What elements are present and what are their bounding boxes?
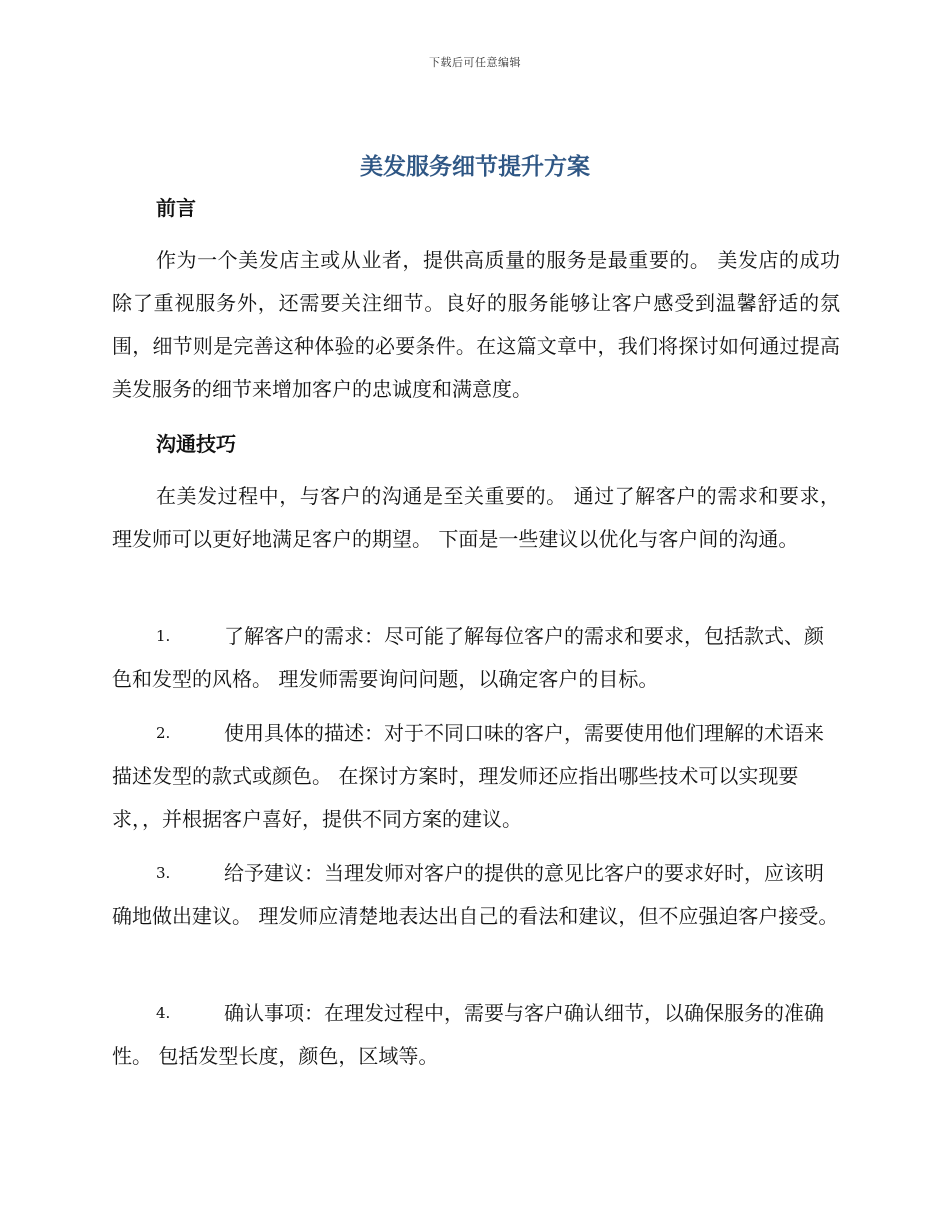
list-number: 1. xyxy=(156,627,171,645)
section-heading-preface: 前言 xyxy=(156,196,196,220)
list-item-4 xyxy=(112,992,840,1078)
list-item-text: 确认事项：在理发过程中，需要与客户确认细节，以确保服务的准确性。 包括发型长度，颜色，区域等。 xyxy=(112,1001,824,1068)
list-item-1 xyxy=(112,615,840,701)
communication-paragraph: 在美发过程中，与客户的沟通是至关重要的。 通过了解客户的需求和要求，理发师可以更好地满足客户的期望。 下面是一些建议以优化与客户间的沟通。 xyxy=(112,484,840,551)
list-item-text: 给予建议：当理发师对客户的提供的意见比客户的要求好时，应该明确地做出建议。 理发师应清楚地表达出自己的看法和建议，但不应强迫客户接受。 xyxy=(112,861,839,928)
document-title: 美发服务细节提升方案 xyxy=(360,154,590,180)
list-item-text: 了解客户的需求：尽可能了解每位客户的需求和要求，包括款式、颜色和发型的风格。 理发师需要询问问题，以确定客户的目标。 xyxy=(112,624,824,691)
list-number: 3. xyxy=(156,864,171,882)
header-note: 下载后可任意编辑 xyxy=(429,56,521,69)
list-item-2 xyxy=(112,712,840,841)
preface-paragraph: 作为一个美发店主或从业者，提供高质量的服务是最重要的。 美发店的成功除了重视服务外，还需要关注细节。良好的服务能够让客户感受到温馨舒适的氛围，细节则是完善这种体验的必要条件。在这篇文章中，我们将探讨如何通过提高美发服务的细节来增加客户的忠诚度和满意度。 xyxy=(112,248,840,401)
section-heading-communication: 沟通技巧 xyxy=(156,432,236,456)
list-number: 4. xyxy=(156,1004,171,1022)
list-item-3 xyxy=(112,852,840,938)
list-number: 2. xyxy=(156,724,171,742)
list-item-text: 使用具体的描述：对于不同口味的客户，需要使用他们理解的术语来描述发型的款式或颜色。 在探讨方案时，理发师还应指出哪些技术可以实现要求，，并根据客户喜好，提供不同方案的建议。 xyxy=(112,721,824,831)
